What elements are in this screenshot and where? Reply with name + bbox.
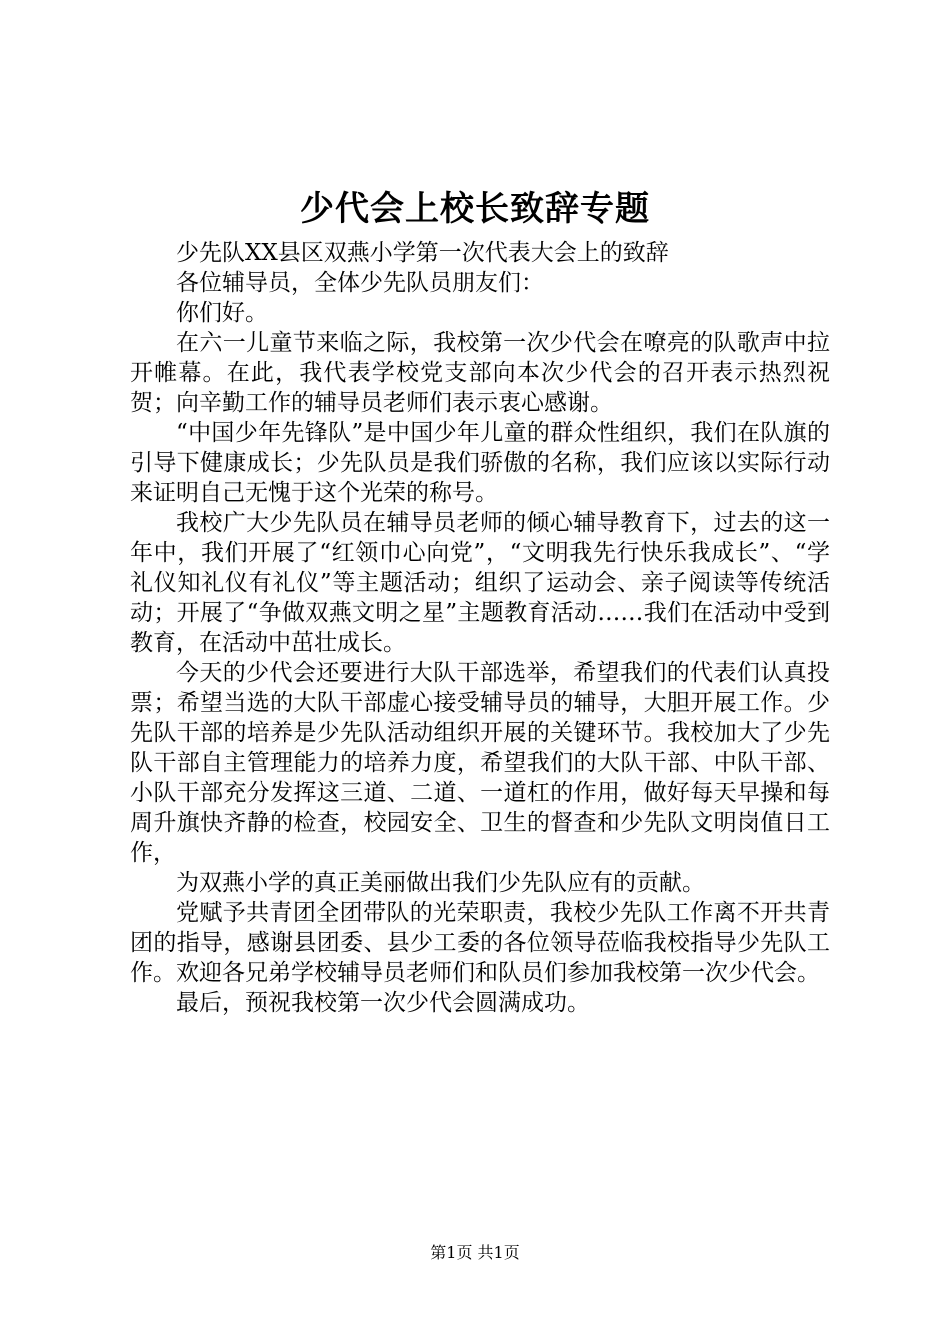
paragraph: 我校广大少先队员在辅导员老师的倾心辅导教育下，过去的这一年中，我们开展了“红领巾心向党”，“文明我先行快乐我成长”、“学礼仪知礼仪有礼仪”等主题活动；组织了运动会、亲子阅读等传统活动；开展了“争做双燕文明之星”主题教育活动……我们在活动中受到教育，在活动中茁壮成长。 [130,510,830,656]
paragraph: “中国少年先锋队”是中国少年儿童的群众性组织，我们在队旗的引导下健康成长；少先队员是我们骄傲的名称，我们应该以实际行动来证明自己无愧于这个光荣的称号。 [130,420,830,506]
paragraph: 党赋予共青团全团带队的光荣职责，我校少先队工作离不开共青团的指导，感谢县团委、县少工委的各位领导莅临我校指导少先队工作。欢迎各兄弟学校辅导员老师们和队员们参加我校第一次少代会。 [130,900,830,986]
page-footer: 第1页 共1页 [430,1243,520,1262]
paragraph: 今天的少代会还要进行大队干部选举，希望我们的代表们认真投票；希望当选的大队干部虚心接受辅导员的辅导，大胆开展工作。少先队干部的培养是少先队活动组织开展的关键环节。我校加大了少先队干部自主管理能力的培养力度，希望我们的大队干部、中队干部、小队干部充分发挥这三道、二道、一道杠的作用，做好每天早操和每周升旗快齐静的检查，校园安全、卫生的督查和少先队文明岗值日工作， [130,660,830,866]
paragraph-greeting: 你们好。 [176,300,268,326]
paragraph: 为双燕小学的真正美丽做出我们少先队应有的贡献。 [176,870,705,896]
paragraph-subtitle: 少先队XX县区双燕小学第一次代表大会上的致辞 [176,240,669,266]
document-title: 少代会上校长致辞专题 [300,189,650,229]
paragraph: 在六一儿童节来临之际，我校第一次少代会在嘹亮的队歌声中拉开帷幕。在此，我代表学校党支部向本次少代会的召开表示热烈祝贺；向辛勤工作的辅导员老师们表示衷心感谢。 [130,330,830,416]
paragraph-salutation: 各位辅导员，全体少先队员朋友们： [176,270,544,296]
document-body [130,238,830,1018]
paragraph-closing: 最后，预祝我校第一次少代会圆满成功。 [176,990,590,1016]
